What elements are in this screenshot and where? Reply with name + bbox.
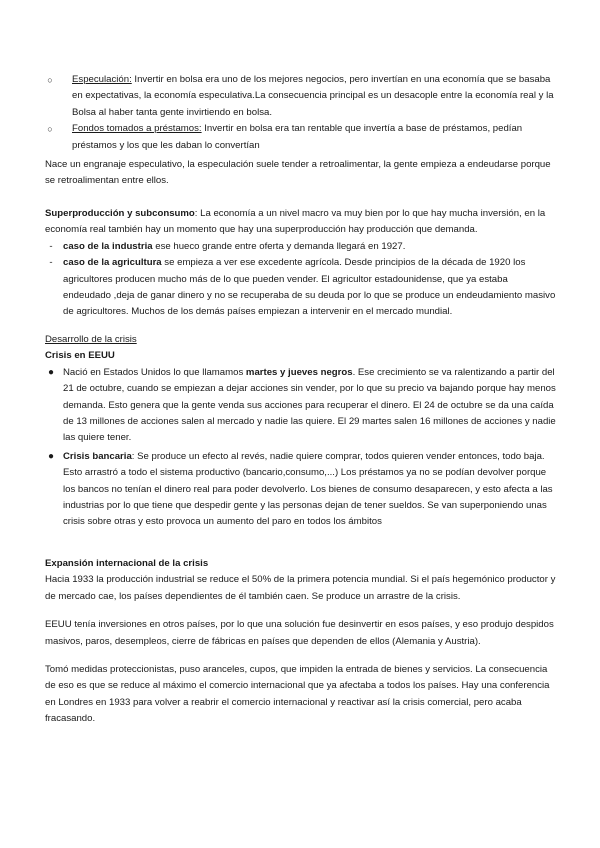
paragraph: Hacia 1933 la producción industrial se reduce el 50% de la primera potencia mundial. Si el país hegemónico productor y de mercado cae, los países dependientes de él también caen. Se produce un arrastre de la crisis. bbox=[45, 574, 556, 602]
section-desarrollo bbox=[45, 332, 557, 531]
circle-bullet-icon: ○ bbox=[47, 124, 53, 135]
item-bold: caso de la industria bbox=[63, 240, 153, 252]
bullet-dot-icon: ● bbox=[47, 366, 55, 378]
section-heading: Expansión internacional de la crisis bbox=[45, 558, 209, 569]
bullet-dot-icon: ● bbox=[47, 450, 55, 462]
dash-bullet-icon: - bbox=[49, 257, 53, 269]
list-item bbox=[47, 365, 557, 447]
section-heading: Superproducción y subconsumo bbox=[45, 208, 195, 219]
paragraph-engranaje: Nace un engranaje especulativo, la especulación suele tender a retroalimentar, la gente empieza a endeudarse porque se retroalimentan entre ellos. bbox=[45, 159, 551, 187]
speculation-sublist bbox=[47, 72, 557, 154]
section-superproduccion bbox=[45, 206, 557, 321]
section-expansion bbox=[45, 556, 557, 728]
item-text: se empieza a ver ese excedente agrícola. Desde principios de la década de 1920 los agricultores producen mucho más de lo que pueden vender. El agricultor estadounidense, que ya estaba endeudado ,deja de ganar dinero y no se recuperaba de su deuda por lo que se produce un endeudamiento masivo de agricultores. Muchos de los demás países empiezan a intervenir en el mercado mundial. bbox=[63, 257, 556, 318]
section-subheading: Crisis en EEUU bbox=[45, 350, 115, 362]
paragraph: Tomó medidas proteccionistas, puso aranceles, cupos, que impiden la entrada de bienes y servicios. La consecuencia de eso es que se reduce al máximo el comercio internacional que ya afectaba a todos los países. Hay una conferencia en Londres en 1933 para volver a reabrir el comercio internacional y reactivar así la crisis comercial, pero acaba fracasando. bbox=[45, 664, 550, 725]
paragraph: EEUU tenía inversiones en otros países, por lo que una solución fue desinvertir en esos países, y eso produjo despidos masivos, paros, desempleos, cierre de fábricas en países que dependen de ellos (Alemania y Austria). bbox=[45, 619, 554, 647]
desarrollo-list bbox=[45, 365, 557, 531]
item-text-post: . Ese crecimiento se va ralentizando a partir del 21 de octubre, cuando se empiezan a dejar acciones sin vender, por lo que su precio va bajando porque hay menos demanda. Esto genera que la gente venda sus acciones para recuperar el dinero. El 24 de octubre se da una caída de 13 millones de acciones salen al mercado y nadie las quiere. El 29 martes salen 16 millones de acciones y nadie las quiere tener. bbox=[63, 366, 556, 444]
circle-bullet-icon: ○ bbox=[47, 75, 53, 85]
section-heading: Desarrollo de la crisis bbox=[45, 334, 137, 345]
dash-bullet-icon: - bbox=[49, 240, 53, 252]
item-bold: martes y jueves negros bbox=[245, 366, 353, 378]
superproduccion-list bbox=[45, 239, 557, 321]
list-item bbox=[47, 121, 557, 154]
item-bold: caso de la agricultura bbox=[63, 257, 162, 269]
item-label: Especulación: bbox=[72, 74, 132, 85]
item-text: ese hueco grande entre oferta y demanda llegará en 1927. bbox=[152, 240, 406, 252]
item-text: Invertir en bolsa era uno de los mejores negocios, pero invertían en una economía que se basaba en expectativas, la economía especulativa.La consecuencia principal es un desacople entre la economía real y la Bolsa al haber tanta gente invirtiendo en bolsa. bbox=[72, 74, 554, 118]
item-text: Invertir en bolsa era tan rentable que invertía a base de préstamos, pedían préstamos y los que les daban lo convertían bbox=[72, 123, 523, 151]
superproduccion-intro bbox=[45, 206, 557, 239]
list-item bbox=[49, 239, 557, 255]
list-item bbox=[47, 449, 557, 531]
item-text-pre: Nació en Estados Unidos lo que llamamos bbox=[63, 366, 246, 378]
item-bold: Crisis bancaria bbox=[63, 450, 132, 462]
list-item bbox=[49, 255, 557, 321]
list-item bbox=[47, 72, 557, 121]
intro-text: : La economía a un nivel macro va muy bien por lo que hay mucha inversión, en la economía real también hay un momento que hay una superproducción hay producción que demanda. bbox=[45, 208, 546, 236]
item-text-post: : Se produce un efecto al revés, nadie quiere comprar, todos quieren vender entonces, todo baja. Esto arrastró a todo el sistema productivo (bancario,consumo,...) Los préstamos ya no se podían devolver porque los bancos no tenían el dinero real para poder devolverlo. Los bienes de consumo desaparecen, y esto afecta a las industrias por lo que tiene que despedir gente y las personas dejan de tener sueldos. Se van superponiendo unas crisis sobre otras y esto provoca un aumento del paro en todos los ámbitos bbox=[63, 450, 553, 528]
item-label: Fondos tomados a préstamos: bbox=[72, 123, 202, 135]
